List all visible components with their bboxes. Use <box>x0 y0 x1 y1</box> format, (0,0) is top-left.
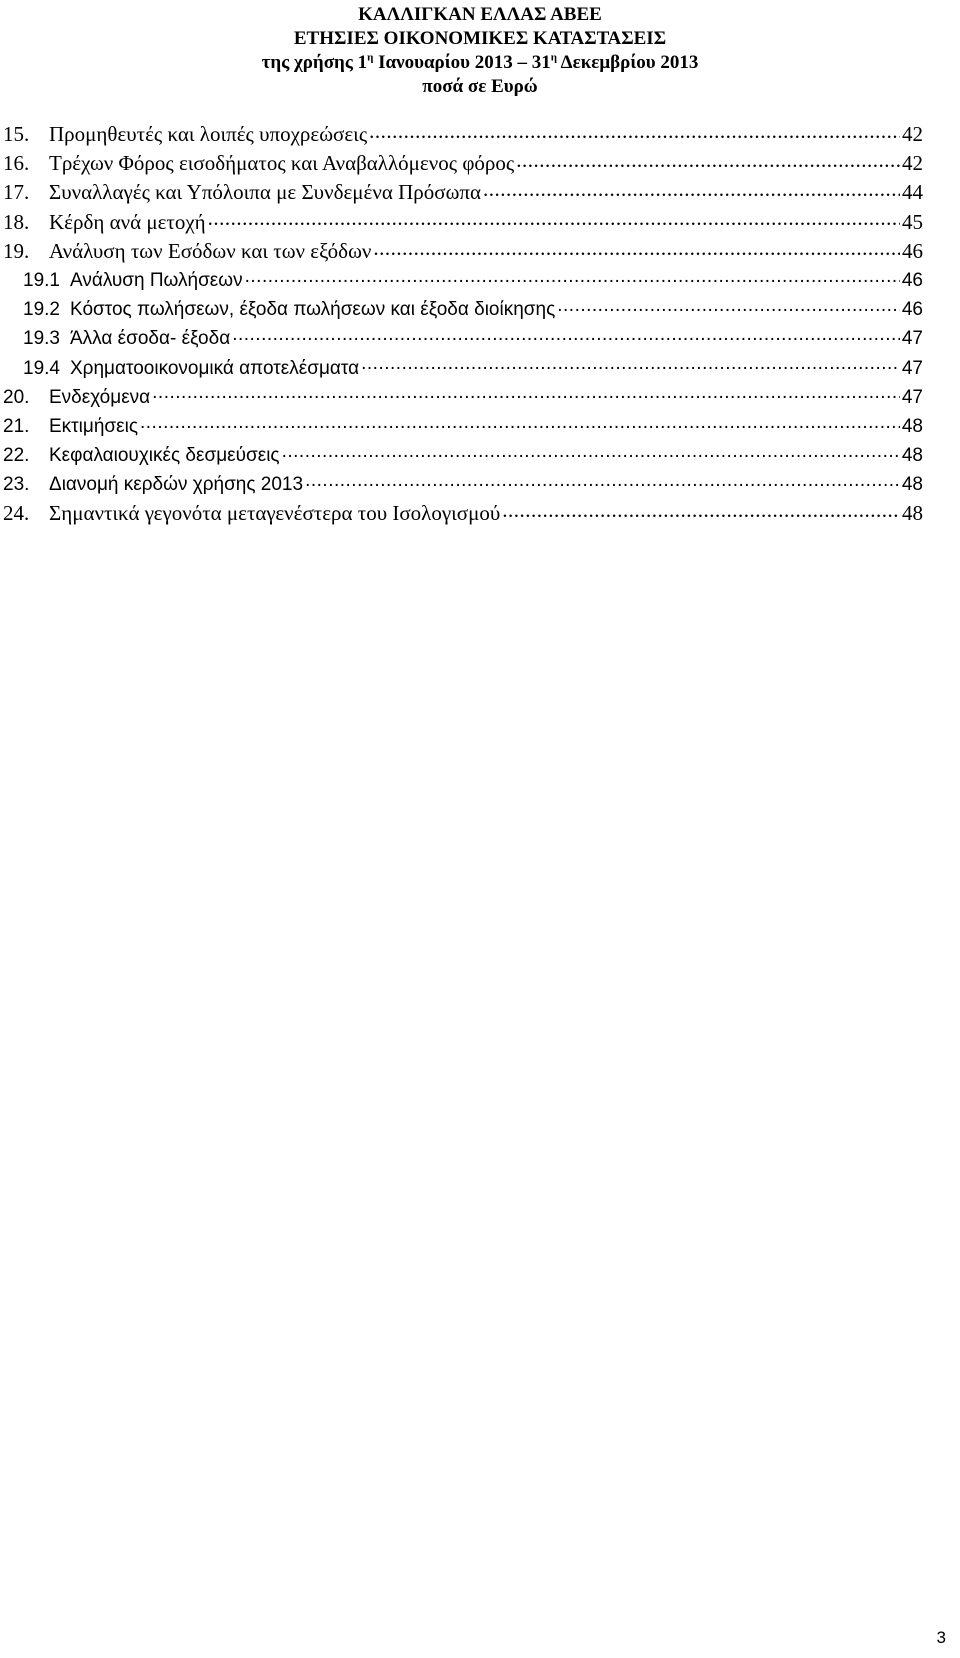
company-name: ΚΑΛΛΙΓΚΑΝ ΕΛΛΑΣ ΑΒΕΕ <box>358 4 602 25</box>
page-number: 3 <box>936 1628 946 1647</box>
toc-leader-dots <box>502 500 900 520</box>
toc-entry-21[interactable] <box>3 412 923 441</box>
toc-entry-title: Χρηματοοικονομικά αποτελέσματα <box>70 357 360 379</box>
toc-entry-number: 19.4 <box>23 357 60 379</box>
toc-entry-page: 46 <box>902 238 923 263</box>
toc-entry-number: 17. <box>3 180 30 205</box>
toc-entry-19[interactable] <box>3 237 923 266</box>
toc-entry-number: 22. <box>3 445 30 467</box>
toc-entry-number: 21. <box>3 415 30 437</box>
toc-entry-title: Τρέχων Φόρος εισοδήματος και Αναβαλλόμενος φόρος <box>49 151 515 176</box>
toc-leader-dots <box>305 470 900 490</box>
toc-entry-title: Ανάλυση των Εσόδων και των εξόδων <box>49 238 372 263</box>
toc-entry-page: 42 <box>902 122 923 146</box>
toc-leader-dots <box>140 412 900 432</box>
toc-entry-page: 47 <box>901 328 923 350</box>
toc-entry-number: 16. <box>3 151 30 176</box>
toc-leader-dots <box>232 324 900 344</box>
toc-leader-dots <box>373 238 900 258</box>
toc-entry-title: Άλλα έσοδα- έξοδα <box>70 328 231 350</box>
toc-entry-title: Κέρδη ανά μετοχή <box>49 209 206 234</box>
toc-entry-page: 48 <box>901 474 923 496</box>
toc-leader-dots <box>361 354 900 374</box>
toc-entry-15[interactable] <box>3 120 923 149</box>
toc-entry-page: 48 <box>901 445 923 467</box>
toc-entry-number: 19.3 <box>23 328 60 350</box>
toc-entry-title: Εκτιμήσεις <box>49 415 138 437</box>
toc-leader-dots <box>282 441 900 461</box>
toc-entry-page: 48 <box>902 501 923 526</box>
toc-entry-number: 18. <box>3 209 30 234</box>
toc-entry-18[interactable] <box>3 208 923 237</box>
toc-entry-number: 15. <box>3 122 30 146</box>
table-of-contents <box>3 120 923 529</box>
toc-leader-dots <box>245 266 900 286</box>
toc-entry-20[interactable] <box>3 383 923 412</box>
currency-note: ποσά σε Ευρώ <box>422 76 538 97</box>
toc-entry-17[interactable] <box>3 178 923 207</box>
toc-entry-19-2[interactable] <box>3 295 923 324</box>
toc-entry-page: 45 <box>902 209 923 234</box>
reporting-period: της χρήσης $1^\eta$ Ιανουαρίου $2013 - 31^\eta$ Δεκεμβρίου 2013 <box>261 51 699 73</box>
toc-entry-22[interactable] <box>3 441 923 470</box>
toc-entry-title: Ανάλυση Πωλήσεων <box>70 269 243 291</box>
toc-entry-19-3[interactable] <box>3 324 923 353</box>
toc-leader-dots <box>208 209 900 229</box>
toc-entry-title: Σημαντικά γεγονότα μεταγενέστερα του Ισολογισμού <box>49 501 501 526</box>
toc-entry-23[interactable] <box>3 470 923 499</box>
toc-entry-page: 44 <box>902 180 923 205</box>
report-title: ΕΤΗΣΙΕΣ ΟΙΚΟΝΟΜΙΚΕΣ ΚΑΤΑΣΤΑΣΕΙΣ <box>293 28 667 49</box>
toc-leader-dots <box>152 383 900 403</box>
toc-leader-dots <box>483 179 900 199</box>
toc-entry-page: 47 <box>901 357 923 379</box>
toc-entry-page: 42 <box>902 151 923 176</box>
toc-entry-number: 23. <box>3 474 30 496</box>
toc-entry-19-4[interactable] <box>3 354 923 383</box>
toc-entry-title: Προμηθευτές και λοιπές υποχρεώσεις <box>49 122 368 146</box>
toc-entry-19-1[interactable] <box>3 266 923 295</box>
toc-leader-dots <box>369 121 900 141</box>
toc-entry-number: 19. <box>3 238 30 263</box>
toc-entry-title: Διανομή κερδών χρήσης 2013 <box>49 474 304 496</box>
toc-entry-16[interactable] <box>3 149 923 178</box>
toc-entry-page: 48 <box>901 415 923 437</box>
document-header <box>0 3 960 99</box>
toc-entry-title: Ενδεχόμενα <box>49 386 151 408</box>
toc-entry-number: 19.1 <box>23 269 60 291</box>
toc-leader-dots <box>557 295 900 315</box>
toc-entry-page: 47 <box>901 386 923 408</box>
toc-entry-number: 20. <box>3 386 30 408</box>
toc-entry-title: Κεφαλαιουχικές δεσμεύσεις <box>49 445 280 467</box>
toc-entry-title: Κόστος πωλήσεων, έξοδα πωλήσεων και έξοδα διοίκησης <box>70 299 556 321</box>
toc-entry-page: 46 <box>901 299 923 321</box>
toc-entry-24[interactable] <box>3 499 923 528</box>
toc-entry-title: Συναλλαγές και Υπόλοιπα με Συνδεμένα Πρόσωπα <box>49 180 481 205</box>
toc-leader-dots <box>516 150 900 170</box>
toc-entry-page: 46 <box>901 269 923 291</box>
toc-entry-number: 24. <box>3 501 30 526</box>
toc-entry-number: 19.2 <box>23 299 60 321</box>
